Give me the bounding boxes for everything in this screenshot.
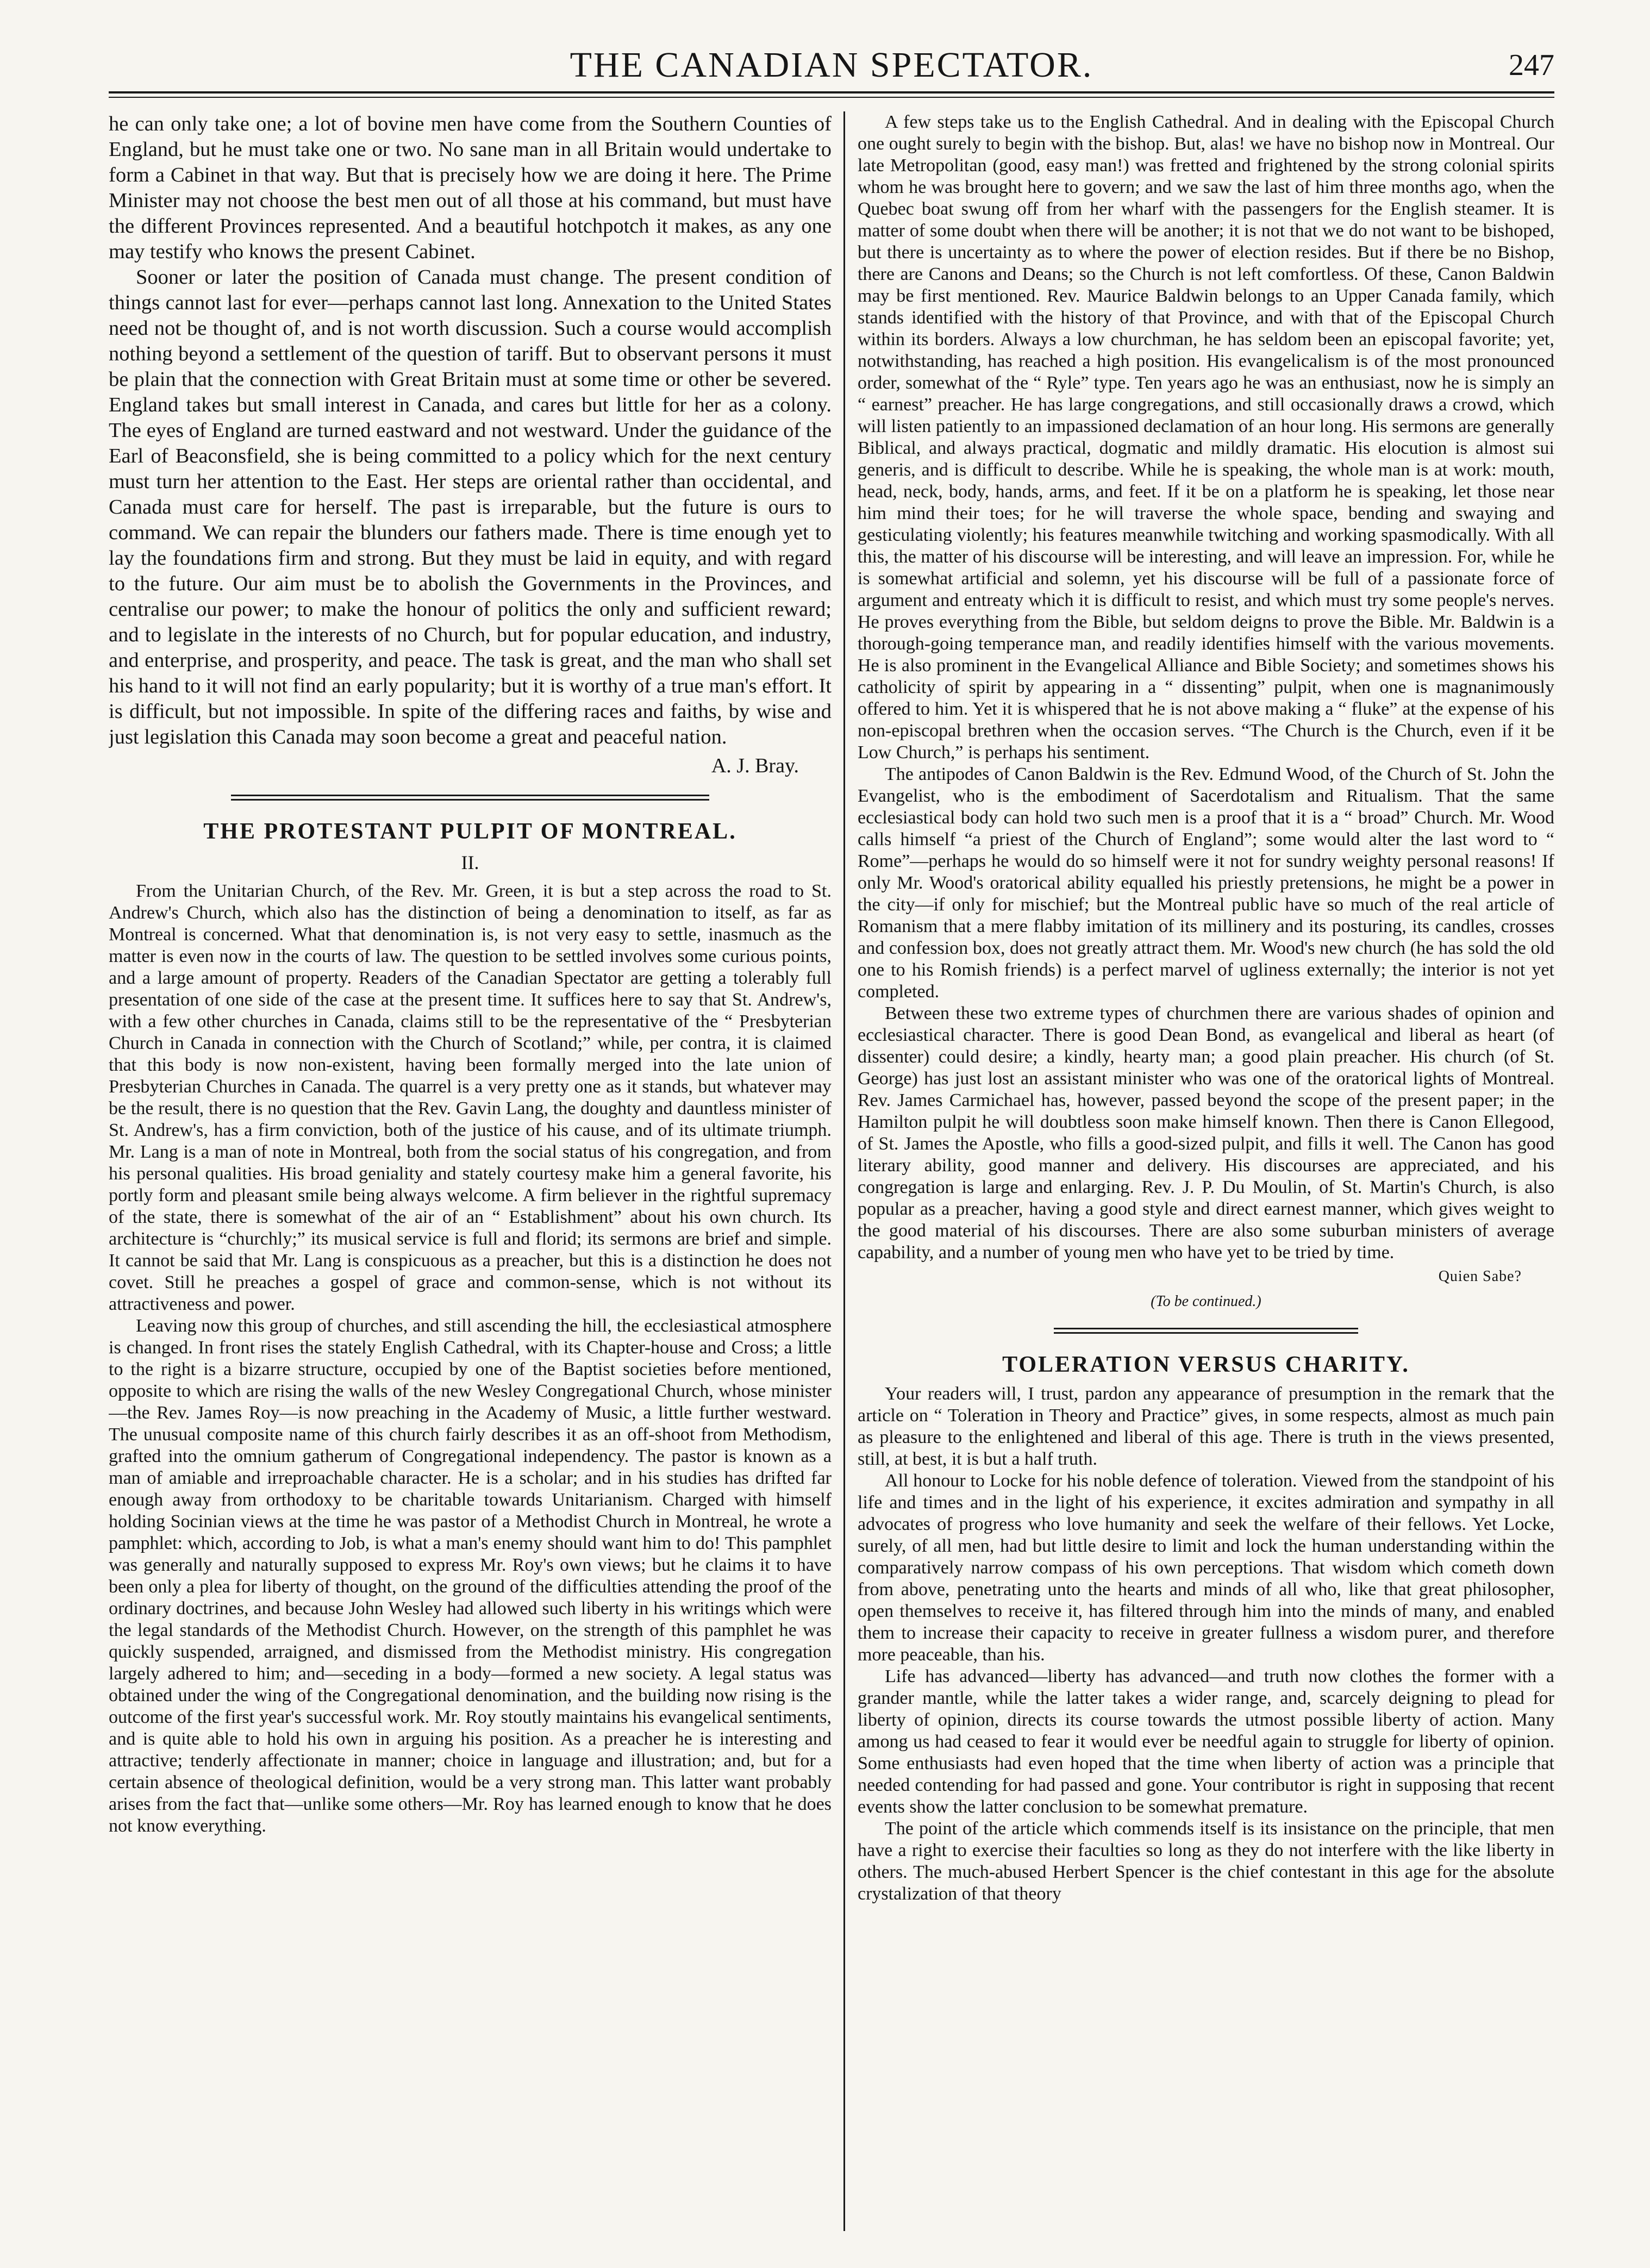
paragraph: A few steps take us to the English Cathedral. And in dealing with the Episcopal Church one ought surely to begin with the bishop. But, alas! we have no bishop now in Montreal. Our late Metropolitan (good, easy man!) was fretted and frightened by the strong colonial spirits whom he was brought here to govern; and we saw the last of him three months ago, when the Quebec boat swung off from her wharf with the passengers for the English steamer. It is matter of some doubt when there will be another; it is not that we do not want to be bishoped, but there is uncertainty as to where the power of election resides. But if there be no Bishop, there are Canons and Deans; so the Church is not left comfortless. Of these, Canon Baldwin may be first mentioned. Rev. Maurice Baldwin belongs to an Upper Canada family, which stands identified with the history of that Province, and with that of the Episcopal Church within its borders. Always a low churchman, he has seldom been an episcopal favorite; yet, notwithstanding, has reached a high position. His evangelicalism is of the most pronounced order, somewhat of the “ Ryle” type. Ten years ago he was an enthusiast, now he is simply an “ earnest” preacher. He has large congregations, and still occasionally draws a crowd, which will listen patiently to an impassioned declamation of an hour long. His sermons are generally Biblical, and always practical, dogmatic and mildly dramatic. His elocution is almost sui generis, and is difficult to describe. While he is speaking, the whole man is at work: mouth, head, neck, body, hands, arms, and feet. If it be on a platform he is speaking, let those near him mind their toes; for he will traverse the whole space, bending and swaying and gesticulating violently; his features meanwhile twitching and working spasmodically. With all this, the matter of his discourse will be interesting, and will leave an impression. For, while he is somewhat artificial and solemn, yet his discourse will be full of a passionate force of argument and entreaty which it is difficult to resist, and which must try some people's nerves. He proves everything from the Bible, but seldom deigns to prove the Bible. Mr. Baldwin is a thorough-going temperance man, and readily identifies himself with the various movements. He is also prominent in the Evangelical Alliance and Bible Society; and sometimes shows his catholicity of spirit by appearing in a “ dissenting” pulpit, when one is magnanimously offered to him. Yet it is whispered that he is not above making a “ fluke” at the expense of his non-episcopal brethren when the occasion serves. “The Church is the Church, even if it be Low Church,” is perhaps his sentiment. [858,112,1554,763]
paragraph: The antipodes of Canon Baldwin is the Rev. Edmund Wood, of the Church of St. John the Evangelist, who is the embodiment of Sacerdotalism and Ritualism. That the same ecclesiastical body can hold two such men is a proof that it is a “ broad” Church. Mr. Wood calls himself “a priest of the Church of England”; some would alter the last word to “ Rome”—perhaps he would do so himself were it not for sundry weighty personal reasons! If only Mr. Wood's oratorical ability equalled his priestly pretensions, he might be a power in the city—if only for mischief; but the Montreal public have so much of the real article of Romanism that a mere flabby imitation of its millinery and its posturing, its candles, crosses and confession box, does not greatly attract them. Mr. Wood's new church (he has sold the old one to his Romish friends) is a perfect marvel of ugliness externally; the interior is not yet completed. [858,764,1554,1002]
signature: Quien Sabe? [1438,1268,1522,1285]
page-number: 247 [1509,48,1554,82]
paragraph: Life has advanced—liberty has advanced—and truth now clothes the former with a grander mantle, while the latter takes a wider range, and, scarcely deigning to plead for liberty of opinion, directs its course towards the utmost possible liberty of action. Many among us had ceased to fear it would ever be needful again to struggle for liberty of opinion. Some enthusiasts had even hoped that the time when liberty of action was a principle that needed contending for had passed and gone. Your contributor is right in supposing that recent events show the latter conclusion to be somewhat premature. [858,1666,1554,1817]
paragraph: From the Unitarian Church, of the Rev. Mr. Green, it is but a step across the road to St. Andrew's Church, which also has the distinction of being a denomination to itself, as far as Montreal is concerned. What that denomination is, is not very easy to settle, inasmuch as the matter is even now in the courts of law. The question to be settled involves some curious points, and a large amount of property. Readers of the Canadian Spectator are getting a tolerably full presentation of one side of the case at the present time. It suffices here to say that St. Andrew's, with a few other churches in Canada, claims still to be the representative of the “ Presbyterian Church in Canada in connection with the Church of Scotland;” while, per contra, it is claimed that this body is now non-existent, having been formally merged into the late union of Presbyterian Churches in Canada. The quarrel is a very pretty one as it stands, but whatever may be the result, there is no question that the Rev. Gavin Lang, the doughty and dauntless minister of St. Andrew's, has a firm conviction, both of the justice of his cause, and of its ultimate triumph. Mr. Lang is a man of note in Montreal, both from the social status of his congregation, and from his personal qualities. His broad geniality and stately courtesy make him a general favorite, his portly form and pleasant smile being always welcome. A firm believer in the rightful supremacy of the state, there is somewhat of the air of an “ Establishment” about his own church. Its architecture is “churchly;” its musical service is full and florid; its sermons are brief and simple. It cannot be said that Mr. Lang is conspicuous as a preacher, but this is a distinction he does not covet. Still he preaches a gospel of grace and common-sense, which is not without its attractiveness and power. [109,881,832,1314]
section-divider [1054,1324,1358,1338]
paragraph: Your readers will, I trust, pardon any appearance of presumption in the remark that the article on “ Toleration in Theory and Practice” gives, in some respects, almost as much pain as pleasure to the enlightened and liberal of this age. There is truth in the views presented, still, at best, it is but a half truth. [858,1384,1554,1469]
section-number: II. [461,852,479,873]
paragraph: Between these two extreme types of churchmen there are various shades of opinion and ecclesiastical character. There is good Dean Bond, as evangelical and liberal as heart (of dissenter) could desire; a kindly, hearty man; a good plain preacher. His church (of St. George) has just lost an assistant minister who was one of the oratorical lights of Montreal. Rev. James Carmichael has, however, passed beyond the scope of the present paper; in the Hamilton pulpit he will doubtless soon make himself known. Then there is Canon Ellegood, of St. James the Apostle, who fills a good-sized pulpit, and fills it well. The Canon has good literary ability, good manner and delivery. His discourses are appreciated, and his congregation is large and enlarging. Rev. J. P. Du Moulin, of St. Martin's Church, is also popular as a preacher, having a good style and direct earnest manner, which gives weight to the good material of his discourses. There are also some suburban ministers of average capability, and a number of young men who have yet to be tried by time. [858,1003,1554,1263]
paragraph: he can only take one; a lot of bovine men have come from the Southern Counties of England, but he must take one or two. No sane man in all Britain would undertake to form a Cabinet in that way. But that is precisely how we are doing it here. The Prime Minister may not choose the best men out of all those at his command, but must have the different Provinces represented. And a beautiful hotchpotch it makes, as any one may testify who knows the present Cabinet. [109,113,832,263]
section-heading: THE PROTESTANT PULPIT OF MONTREAL. [203,819,737,844]
paragraph: The point of the article which commends itself is its insistance on the principle, that men have a right to exercise their faculties so long as they do not interfere with the like liberty in others. The much-abused Herbert Spencer is the chief contestant in this age for the absolute crystalization of that theory [858,1819,1554,1904]
paragraph: Leaving now this group of churches, and still ascending the hill, the ecclesiastical atmosphere is changed. In front rises the stately English Cathedral, with its Chapter-house and Cross; a little to the right is a bizarre structure, occupied by one of the Baptist societies before mentioned, opposite to which are rising the walls of the new Wesley Congregational Church, whose minister—the Rev. James Roy—is now preaching in the Academy of Music, a little further westward. The unusual composite name of this church fairly describes it as an off-shoot from Methodism, grafted into the omnium gatherum of Congregational independency. The pastor is known as a man of amiable and irreproachable character. He is a scholar; and in his studies has drifted far enough away from orthodoxy to be charitable towards Unitarianism. Charged with himself holding Socinian views at the time he was pastor of a Methodist Church in Montreal, he wrote a pamphlet: which, according to Job, is what a man's enemy should want him to do! This pamphlet was generally and naturally supposed to express Mr. Roy's own views; but he claims it to have been only a plea for liberty of thought, on the ground of the difficulties attending the proof of the ordinary doctrines, and because John Wesley had allowed such liberty in his writings which were the legal standards of the Methodist Church. However, on the strength of this pamphlet he was quickly suspended, arraigned, and dismissed from the Methodist ministry. His congregation largely adhered to him; and—seceding in a body—formed a new society. A legal status was obtained under the wing of the Congregational denomination, and the building now rising is the outcome of the first year's successful work. Mr. Roy stoutly maintains his evangelical sentiments, and is quite able to hold his own in arguing his position. As a preacher he is interesting and attractive; tenderly affectionate in manner; choice in language and illustration; and, but for a certain absence of theological definition, would be a very strong man. This latter want probably arises from the fact that—unlike some others—Mr. Roy has learned enough to know that he does not know everything. [109,1316,832,1836]
header-rule [109,91,1554,93]
header-rule-thin [109,97,1554,98]
column-divider [843,111,845,2231]
right-column [858,111,1554,2242]
paragraph: All honour to Locke for his noble defence of toleration. Viewed from the standpoint of his life and times and in the light of his experience, it excites admiration and sympathy in all advocates of progress who love humanity and seek the welfare of their fellows. Yet Locke, surely, of all men, had but little desire to limit and lock the human understanding within the comparatively narrow compass of his own perceptions. That wisdom which cometh down from above, penetrating unto the hearts and minds of all who, like that great philosopher, open themselves to receive it, has filtered through him into the minds of many, and enabled them to increase their capacity to receive in greater fullness a wisdom purer, and therefore more peaceable, than his. [858,1471,1554,1665]
section-divider [231,791,709,804]
left-column [109,111,832,2242]
masthead [109,43,1554,87]
signature: A. J. Bray. [711,754,799,777]
paragraph: Sooner or later the position of Canada must change. The present condition of things cannot last for ever—perhaps cannot last long. Annexation to the United States need not be thought of, and is not worth discussion. Such a course would accomplish nothing beyond a settlement of the question of tariff. But to observant persons it must be plain that the connection with Great Britain must at some time or other be severed. England takes but small interest in Canada, and cares but little for her as a colony. The eyes of England are turned eastward and not westward. Under the guidance of the Earl of Beaconsfield, she is being committed to a policy which for the next century must turn her attention to the East. Her steps are oriental rather than occidental, and Canada must care for herself. The past is irreparable, but the future is ours to command. We can repair the blunders our fathers made. There is time enough yet to lay the foundations firm and strong. But they must be laid in equity, and with regard to the future. Our aim must be to abolish the Governments in the Provinces, and centralise our power; to make the honour of politics the only and sufficient reward; and to legislate in the interests of no Church, but for popular education, and industry, and enterprise, and prosperity, and peace. The task is great, and the man who shall set his hand to it will not find an early popularity; but it is worthy of a true man's effort. It is difficult, but not impossible. In spite of the differing races and faiths, by wise and just legislation this Canada may soon become a great and peaceful nation. [109,266,832,748]
section-heading: TOLERATION VERSUS CHARITY. [1002,1352,1410,1377]
continued-note: (To be continued.) [1151,1293,1261,1310]
masthead-title: THE CANADIAN SPECTATOR. [570,45,1093,85]
